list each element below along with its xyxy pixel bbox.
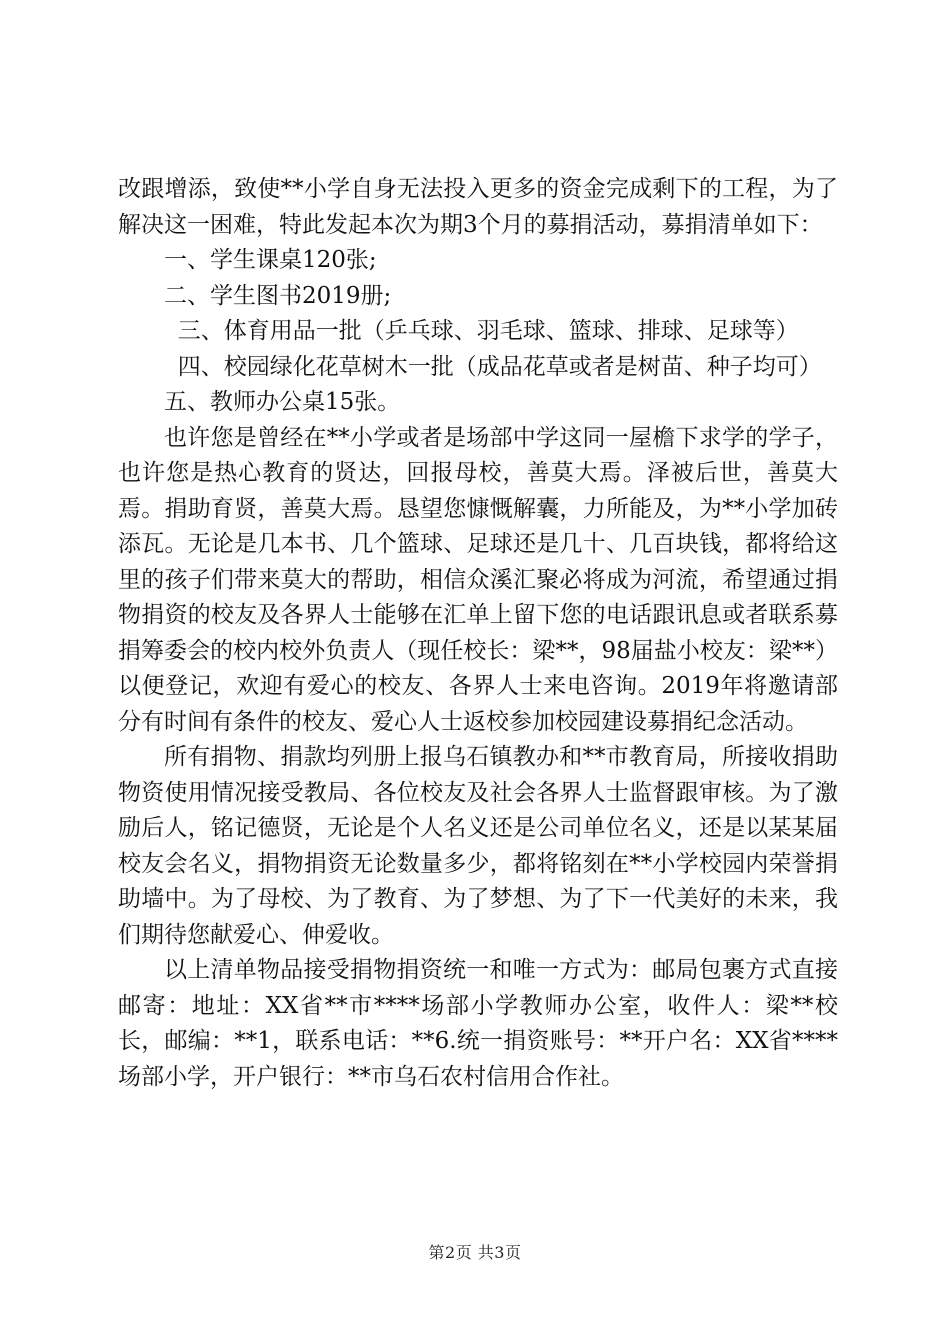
list-item-teacher-desks: 五、教师办公桌15张。 [164,389,401,415]
list-item-desks: 一、学生课桌120张; [164,247,377,273]
appeal-paragraph: 也许您是曾经在**小学或者是场部中学这同一屋檐下求学的学子，也许您是热心教育的贤达，回报母校，善莫大焉。泽被后世，善莫大焉。捐助育贤，善莫大焉。恳望您慷慨解囊，力所能及，为**小学加砖添瓦。无论是几本书、几个篮球、足球还是几十、几百块钱，都将给这里的孩子们带来莫大的帮助，相信众溪汇聚必将成为河流，希望通过捐物捐资的校友及各界人士能够在汇单上留下您的电话跟讯息或者联系募捐筹委会的校内校外负责人（现任校长：梁**，98届盐小校友：梁**）以便登记，欢迎有爱心的校友、各界人士来电咨询。2019年将邀请部分有时间有条件的校友、爱心人士返校参加校园建设募捐纪念活动。 [118,424,838,735]
list-item-books: 二、学生图书2019册; [164,282,392,309]
list-item-sports: 三、体育用品一批（乒乓球、羽毛球、篮球、排球、足球等） [177,318,799,344]
list-item-greening: 四、校园绿化花草树木一批（成品花草或者是树苗、种子均可） [177,353,822,380]
document-body [118,172,838,1095]
page-footer: 第2页 共3页 [428,1243,522,1262]
registration-paragraph: 所有捐物、捐款均列册上报乌石镇教办和**市教育局，所接收捐助物资使用情况接受教局、各位校友及社会各界人士监督跟审核。为了激励后人，铭记德贤，无论是个人名义还是公司单位名义，还是以某某届校友会名义，捐物捐资无论数量多少，都将铭刻在**小学校园内荣誉捐助墙中。为了母校、为了教育、为了梦想、为了下一代美好的未来，我们期待您献爱心、伸爱收。 [118,744,838,948]
intro-paragraph: 改跟增添，致使**小学自身无法投入更多的资金完成剩下的工程，为了解决这一困难，特此发起本次为期3个月的募捐活动，募捐清单如下： [118,176,838,238]
contact-paragraph: 以上清单物品接受捐物捐资统一和唯一方式为：邮局包裹方式直接邮寄：地址：XX省**市****场部小学教师办公室，收件人：梁**校长，邮编：**1，联系电话：**6.统一捐资账号：**开户名：XX省****场部小学，开户银行：**市乌石农村信用合作社。 [118,957,838,1090]
